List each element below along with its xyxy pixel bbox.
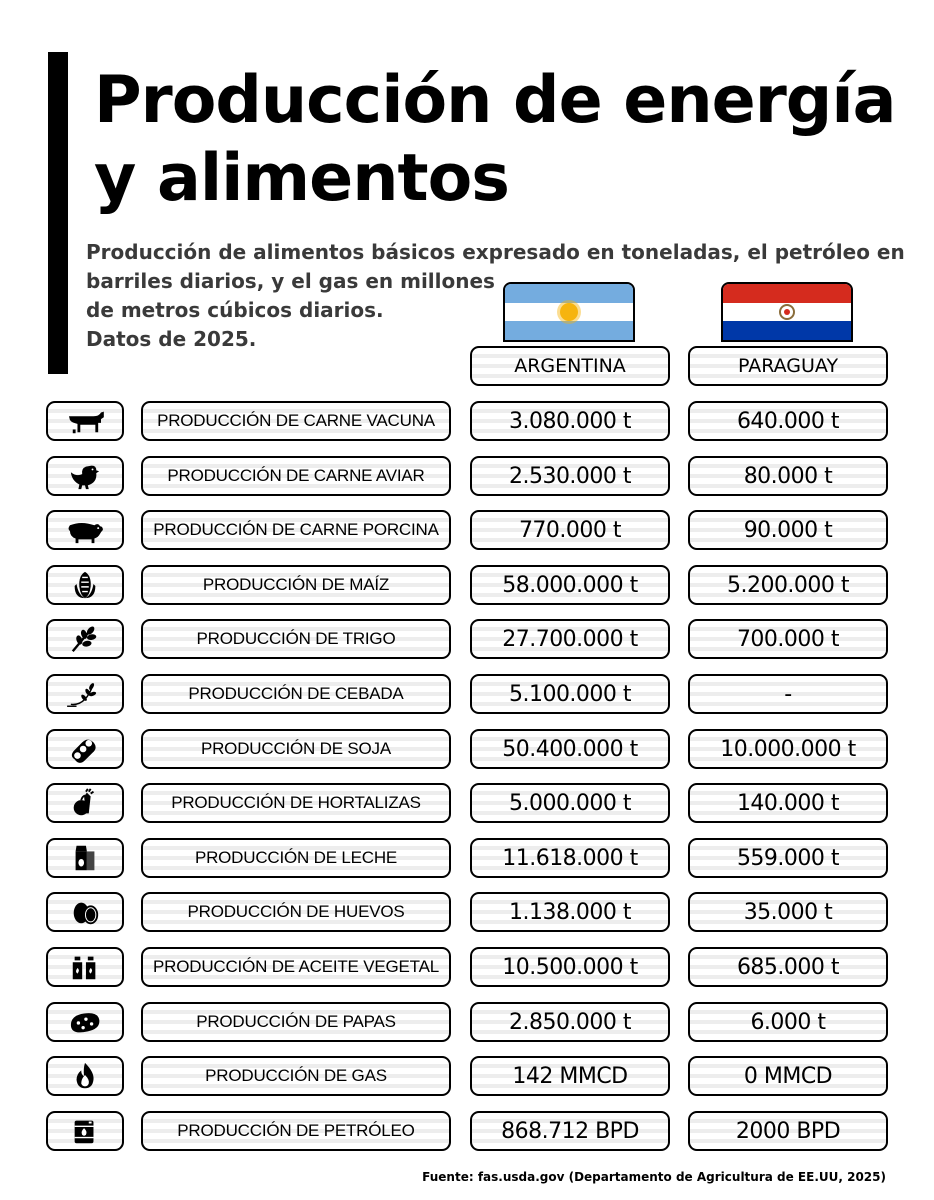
row-label: PRODUCCIÓN DE PAPAS bbox=[141, 1002, 451, 1042]
argentina-value: 50.400.000 t bbox=[470, 729, 670, 769]
column-header-argentina-label: ARGENTINA bbox=[514, 355, 626, 377]
row-label: PRODUCCIÓN DE HORTALIZAS bbox=[141, 783, 451, 823]
argentina-value: 11.618.000 t bbox=[470, 838, 670, 878]
oil-barrel-icon bbox=[62, 1115, 108, 1147]
row-label: PRODUCCIÓN DE TRIGO bbox=[141, 619, 451, 659]
national-seal-icon bbox=[779, 304, 795, 320]
row-label: PRODUCCIÓN DE ACEITE VEGETAL bbox=[141, 947, 451, 987]
paraguay-value: - bbox=[688, 674, 888, 714]
paraguay-value: 80.000 t bbox=[688, 456, 888, 496]
cow-icon bbox=[62, 405, 108, 437]
argentina-value: 868.712 BPD bbox=[470, 1111, 670, 1151]
milk-icon bbox=[62, 842, 108, 874]
oil-bottles-icon bbox=[62, 951, 108, 983]
row-icon-box bbox=[46, 892, 124, 932]
row-icon-box bbox=[46, 1111, 124, 1151]
argentina-value: 10.500.000 t bbox=[470, 947, 670, 987]
paraguay-value: 0 MMCD bbox=[688, 1056, 888, 1096]
sun-of-may-icon bbox=[560, 303, 578, 321]
row-icon-box bbox=[46, 456, 124, 496]
subtitle-line-3: de metros cúbicos diarios. bbox=[86, 298, 384, 322]
argentina-value: 5.100.000 t bbox=[470, 674, 670, 714]
flag-stripe bbox=[505, 321, 633, 340]
row-label: PRODUCCIÓN DE LECHE bbox=[141, 838, 451, 878]
row-icon-box bbox=[46, 729, 124, 769]
page-title bbox=[94, 62, 914, 218]
argentina-value: 2.530.000 t bbox=[470, 456, 670, 496]
potato-icon bbox=[62, 1006, 108, 1038]
paraguay-value: 5.200.000 t bbox=[688, 565, 888, 605]
column-header-argentina bbox=[470, 346, 670, 386]
paraguay-value: 685.000 t bbox=[688, 947, 888, 987]
wheat-icon bbox=[62, 623, 108, 655]
row-icon-box bbox=[46, 947, 124, 987]
argentina-value: 142 MMCD bbox=[470, 1056, 670, 1096]
argentina-flag bbox=[503, 282, 635, 342]
row-label: PRODUCCIÓN DE CARNE VACUNA bbox=[141, 401, 451, 441]
flag-stripe bbox=[723, 284, 851, 303]
row-label: PRODUCCIÓN DE MAÍZ bbox=[141, 565, 451, 605]
column-header-paraguay-label: PARAGUAY bbox=[737, 355, 839, 377]
paraguay-flag bbox=[721, 282, 853, 342]
row-label: PRODUCCIÓN DE HUEVOS bbox=[141, 892, 451, 932]
argentina-value: 58.000.000 t bbox=[470, 565, 670, 605]
row-icon-box bbox=[46, 619, 124, 659]
paraguay-value: 140.000 t bbox=[688, 783, 888, 823]
paraguay-value: 640.000 t bbox=[688, 401, 888, 441]
row-icon-box bbox=[46, 1056, 124, 1096]
paraguay-value: 35.000 t bbox=[688, 892, 888, 932]
paraguay-value: 700.000 t bbox=[688, 619, 888, 659]
gas-flame-icon bbox=[62, 1060, 108, 1092]
row-label: PRODUCCIÓN DE CARNE AVIAR bbox=[141, 456, 451, 496]
row-label: PRODUCCIÓN DE PETRÓLEO bbox=[141, 1111, 451, 1151]
barley-icon bbox=[62, 678, 108, 710]
flag-stripe bbox=[723, 321, 851, 340]
subtitle-line-4: Datos de 2025. bbox=[86, 327, 257, 351]
chicken-icon bbox=[62, 460, 108, 492]
title-accent-bar bbox=[48, 52, 68, 374]
row-icon-box bbox=[46, 401, 124, 441]
argentina-value: 27.700.000 t bbox=[470, 619, 670, 659]
argentina-value: 5.000.000 t bbox=[470, 783, 670, 823]
row-label: PRODUCCIÓN DE SOJA bbox=[141, 729, 451, 769]
row-icon-box bbox=[46, 674, 124, 714]
paraguay-value: 90.000 t bbox=[688, 510, 888, 550]
row-icon-box bbox=[46, 565, 124, 605]
paraguay-value: 2000 BPD bbox=[688, 1111, 888, 1151]
title-line-2: y alimentos bbox=[94, 141, 509, 216]
row-icon-box bbox=[46, 838, 124, 878]
row-icon-box bbox=[46, 783, 124, 823]
argentina-value: 770.000 t bbox=[470, 510, 670, 550]
column-header-paraguay bbox=[688, 346, 888, 386]
paraguay-value: 559.000 t bbox=[688, 838, 888, 878]
argentina-value: 3.080.000 t bbox=[470, 401, 670, 441]
vegetables-icon bbox=[62, 787, 108, 819]
argentina-value: 1.138.000 t bbox=[470, 892, 670, 932]
row-label: PRODUCCIÓN DE CEBADA bbox=[141, 674, 451, 714]
pig-icon bbox=[62, 514, 108, 546]
row-icon-box bbox=[46, 1002, 124, 1042]
flag-stripe bbox=[505, 284, 633, 303]
paraguay-value: 10.000.000 t bbox=[688, 729, 888, 769]
row-icon-box bbox=[46, 510, 124, 550]
subtitle-line-2: barriles diarios, y el gas en millones bbox=[86, 269, 495, 293]
row-label: PRODUCCIÓN DE CARNE PORCINA bbox=[141, 510, 451, 550]
row-label: PRODUCCIÓN DE GAS bbox=[141, 1056, 451, 1096]
paraguay-value: 6.000 t bbox=[688, 1002, 888, 1042]
eggs-icon bbox=[62, 896, 108, 928]
corn-icon bbox=[62, 569, 108, 601]
soy-icon bbox=[62, 733, 108, 765]
title-line-1: Producción de energía bbox=[94, 63, 896, 138]
subtitle-line-1: Producción de alimentos básicos expresado en toneladas, el petróleo en bbox=[86, 240, 905, 264]
argentina-value: 2.850.000 t bbox=[470, 1002, 670, 1042]
source-footnote: Fuente: fas.usda.gov (Departamento de Agricultura de EE.UU, 2025) bbox=[422, 1170, 886, 1184]
